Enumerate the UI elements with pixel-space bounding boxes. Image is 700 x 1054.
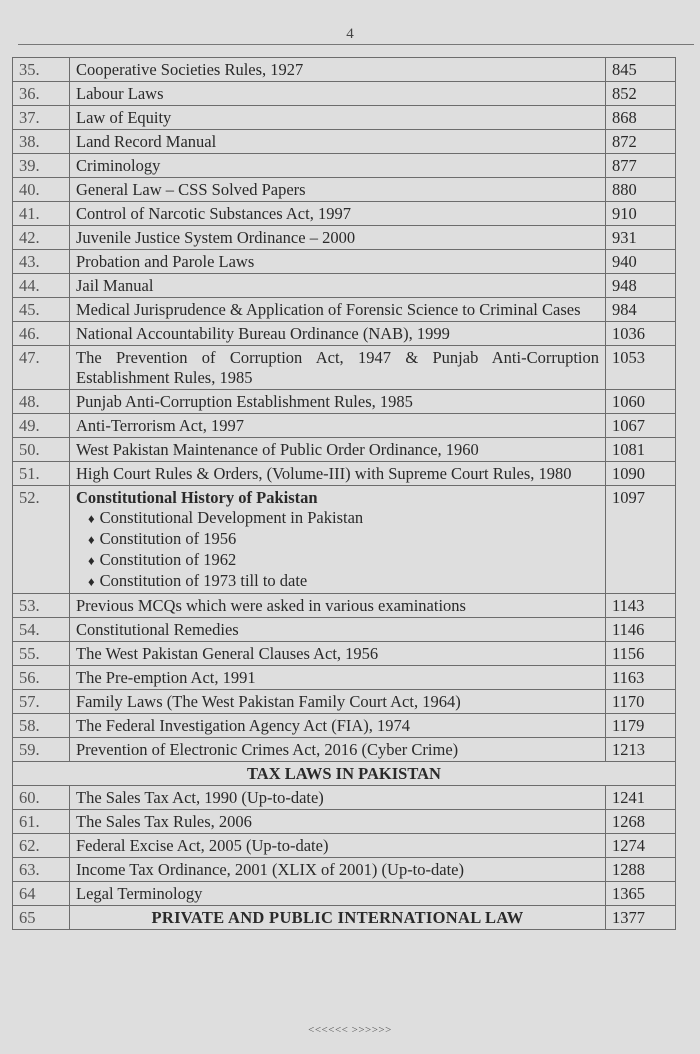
entry-title: The Sales Tax Rules, 2006	[70, 810, 606, 834]
entry-title: Income Tax Ordinance, 2001 (XLIX of 2001) (Up-to-date)	[70, 858, 606, 882]
table-row	[13, 738, 676, 762]
page-number: 4	[346, 26, 354, 42]
entry-number: 64	[13, 882, 70, 906]
entry-number: 47.	[13, 346, 70, 390]
table-row	[13, 882, 676, 906]
entry-number: 46.	[13, 322, 70, 346]
entry-title: Criminology	[70, 154, 606, 178]
entry-page: 1053	[606, 346, 676, 390]
entry-number: 42.	[13, 226, 70, 250]
entry-number: 50.	[13, 438, 70, 462]
section-heading: TAX LAWS IN PAKISTAN	[13, 762, 676, 786]
entry-page: 910	[606, 202, 676, 226]
entry-page: 984	[606, 298, 676, 322]
entry-number: 40.	[13, 178, 70, 202]
entry-title: Control of Narcotic Substances Act, 1997	[70, 202, 606, 226]
entry-page: 1274	[606, 834, 676, 858]
table-row	[13, 390, 676, 414]
sub-topic-item: ♦ Constitution of 1962	[76, 550, 599, 571]
table-row	[13, 322, 676, 346]
entry-number: 49.	[13, 414, 70, 438]
entry-number: 59.	[13, 738, 70, 762]
table-row	[13, 154, 676, 178]
entry-number: 43.	[13, 250, 70, 274]
entry-page: 1060	[606, 390, 676, 414]
table-row	[13, 690, 676, 714]
entry-number: 57.	[13, 690, 70, 714]
entry-page: 1170	[606, 690, 676, 714]
table-row	[13, 462, 676, 486]
entry-page: 1268	[606, 810, 676, 834]
table-row	[13, 226, 676, 250]
table-of-contents	[12, 57, 676, 930]
entry-page: 948	[606, 274, 676, 298]
entry-page: 880	[606, 178, 676, 202]
table-row	[13, 714, 676, 738]
entry-number: 53.	[13, 594, 70, 618]
entry-number: 48.	[13, 390, 70, 414]
entry-number: 41.	[13, 202, 70, 226]
entry-number: 35.	[13, 58, 70, 82]
entry-page: 1090	[606, 462, 676, 486]
entry-title: Anti-Terrorism Act, 1997	[70, 414, 606, 438]
table-row	[13, 250, 676, 274]
entry-page: 1146	[606, 618, 676, 642]
entry-number: 55.	[13, 642, 70, 666]
entry-title: General Law – CSS Solved Papers	[70, 178, 606, 202]
entry-page: 931	[606, 226, 676, 250]
table-row	[13, 594, 676, 618]
table-row	[13, 414, 676, 438]
entry-number: 65	[13, 906, 70, 930]
entry-title: Prevention of Electronic Crimes Act, 2016 (Cyber Crime)	[70, 738, 606, 762]
table-row	[13, 810, 676, 834]
entry-title-text: Constitutional History of Pakistan	[76, 488, 318, 507]
entry-number: 54.	[13, 618, 70, 642]
entry-number: 37.	[13, 106, 70, 130]
entry-title: The Pre-emption Act, 1991	[70, 666, 606, 690]
entry-page: 1143	[606, 594, 676, 618]
entry-title: Jail Manual	[70, 274, 606, 298]
table-row	[13, 834, 676, 858]
section-heading-row	[13, 762, 676, 786]
entry-title: Federal Excise Act, 2005 (Up-to-date)	[70, 834, 606, 858]
entry-page: 852	[606, 82, 676, 106]
entry-title: West Pakistan Maintenance of Public Order Ordinance, 1960	[70, 438, 606, 462]
entry-number: 38.	[13, 130, 70, 154]
entry-page: 1081	[606, 438, 676, 462]
entry-title: High Court Rules & Orders, (Volume-III) with Supreme Court Rules, 1980	[70, 462, 606, 486]
entry-title: Labour Laws	[70, 82, 606, 106]
entry-page: 845	[606, 58, 676, 82]
table-row	[13, 786, 676, 810]
entry-page: 1377	[606, 906, 676, 930]
entry-title: Cooperative Societies Rules, 1927	[70, 58, 606, 82]
entry-number: 39.	[13, 154, 70, 178]
entry-title: The Prevention of Corruption Act, 1947 & Punjab Anti-Corruption Establishment Rules, 1985	[70, 346, 606, 390]
entry-page: 1365	[606, 882, 676, 906]
entry-page: 1213	[606, 738, 676, 762]
entry-title: Previous MCQs which were asked in various examinations	[70, 594, 606, 618]
table-row	[13, 858, 676, 882]
entry-number: 61.	[13, 810, 70, 834]
entry-page: 1163	[606, 666, 676, 690]
table-row	[13, 346, 676, 390]
entry-page: 940	[606, 250, 676, 274]
entry-number: 52.	[13, 486, 70, 594]
table-row	[13, 130, 676, 154]
entry-number: 36.	[13, 82, 70, 106]
table-row	[13, 618, 676, 642]
entry-page: 1067	[606, 414, 676, 438]
entry-number: 51.	[13, 462, 70, 486]
entry-title: PRIVATE AND PUBLIC INTERNATIONAL LAW	[70, 906, 606, 930]
table-row	[13, 666, 676, 690]
entry-number: 45.	[13, 298, 70, 322]
header-divider	[18, 44, 694, 45]
table-row	[13, 58, 676, 82]
table-row	[13, 82, 676, 106]
table-row	[13, 298, 676, 322]
entry-title: The West Pakistan General Clauses Act, 1956	[70, 642, 606, 666]
entry-page: 1097	[606, 486, 676, 594]
table-row	[13, 642, 676, 666]
entry-title: Probation and Parole Laws	[70, 250, 606, 274]
entry-number: 56.	[13, 666, 70, 690]
table-row	[13, 274, 676, 298]
entry-title: The Federal Investigation Agency Act (FIA), 1974	[70, 714, 606, 738]
table-row	[13, 106, 676, 130]
table-row	[13, 202, 676, 226]
entry-title: The Sales Tax Act, 1990 (Up-to-date)	[70, 786, 606, 810]
entry-title: Medical Jurisprudence & Application of Forensic Science to Criminal Cases	[70, 298, 606, 322]
sub-topic-item: ♦ Constitution of 1956	[76, 529, 599, 550]
entry-number: 58.	[13, 714, 70, 738]
entry-page: 1241	[606, 786, 676, 810]
entry-page: 1036	[606, 322, 676, 346]
entry-title: Constitutional Remedies	[70, 618, 606, 642]
entry-title: National Accountability Bureau Ordinance (NAB), 1999	[70, 322, 606, 346]
entry-number: 60.	[13, 786, 70, 810]
entry-title: Land Record Manual	[70, 130, 606, 154]
table-row	[13, 486, 676, 594]
entry-title: Family Laws (The West Pakistan Family Court Act, 1964)	[70, 690, 606, 714]
entry-title: Law of Equity	[70, 106, 606, 130]
entry-title	[70, 486, 606, 594]
table-row	[13, 906, 676, 930]
entry-number: 44.	[13, 274, 70, 298]
entry-page: 1288	[606, 858, 676, 882]
sub-topic-item: ♦ Constitution of 1973 till to date	[76, 571, 599, 592]
entry-page: 1156	[606, 642, 676, 666]
sub-topic-item: ♦ Constitutional Development in Pakistan	[76, 508, 599, 529]
entry-title: Juvenile Justice System Ordinance – 2000	[70, 226, 606, 250]
sub-topic-list	[76, 508, 599, 592]
entry-page: 872	[606, 130, 676, 154]
entry-title: Punjab Anti-Corruption Establishment Rules, 1985	[70, 390, 606, 414]
table-row	[13, 178, 676, 202]
entry-title: Legal Terminology	[70, 882, 606, 906]
table-row	[13, 438, 676, 462]
entry-page: 877	[606, 154, 676, 178]
entry-number: 63.	[13, 858, 70, 882]
entry-page: 1179	[606, 714, 676, 738]
footer-ornament: <<<<<< >>>>>>	[308, 1024, 392, 1036]
entry-page: 868	[606, 106, 676, 130]
entry-number: 62.	[13, 834, 70, 858]
